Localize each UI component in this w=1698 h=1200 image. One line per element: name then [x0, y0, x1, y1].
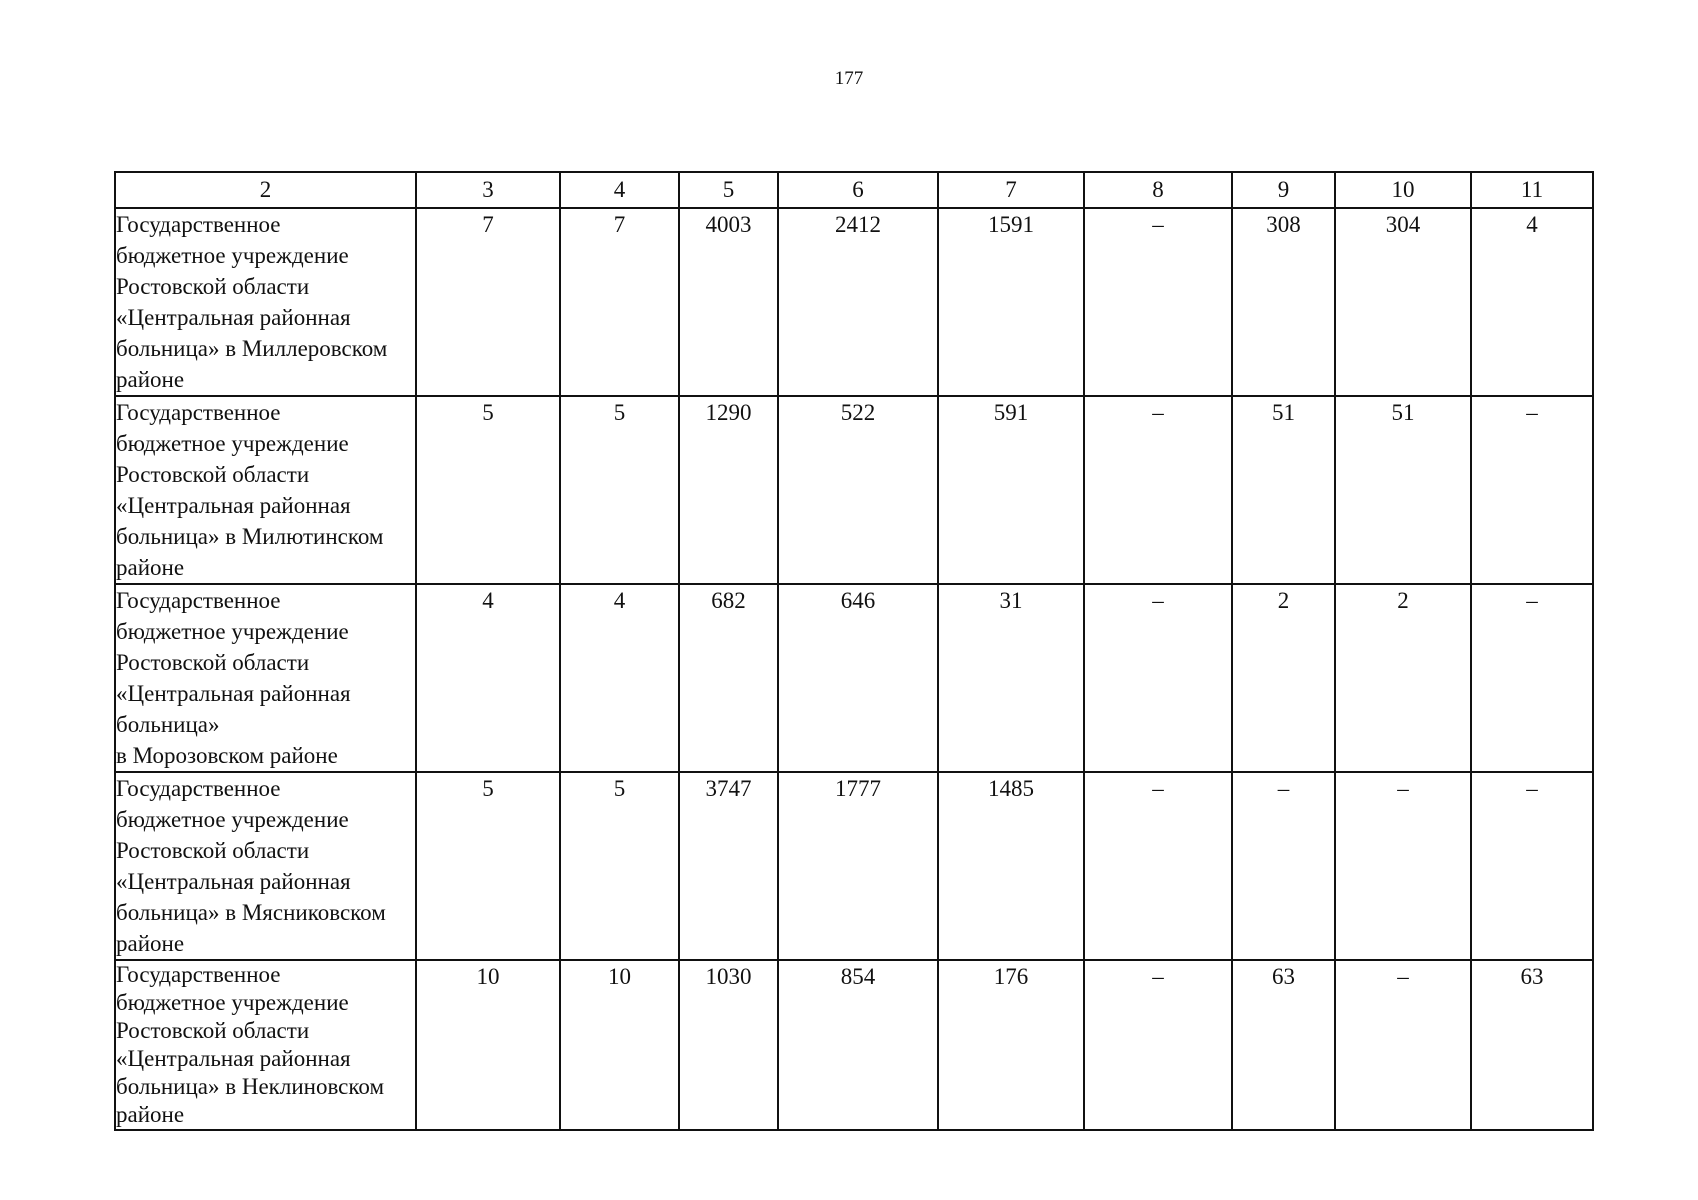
table-cell: 1030 — [679, 960, 778, 1130]
table-cell: 2 — [1335, 584, 1471, 772]
table-cell: 31 — [938, 584, 1084, 772]
table-cell: 5 — [560, 772, 679, 960]
table-cell: 4003 — [679, 208, 778, 396]
institution-name: Государственное бюджетное учреждение Ростовской области «Центральная районная больница» в Мясниковском районе — [115, 772, 416, 960]
table-row — [115, 396, 1593, 584]
table-cell: – — [1335, 960, 1471, 1130]
table-cell: 176 — [938, 960, 1084, 1130]
table-cell: – — [1471, 772, 1593, 960]
table-row — [115, 584, 1593, 772]
table-cell: 4 — [416, 584, 560, 772]
table-cell: 591 — [938, 396, 1084, 584]
table-cell: 646 — [778, 584, 938, 772]
table-cell: 4 — [1471, 208, 1593, 396]
column-header: 7 — [938, 172, 1084, 208]
institution-name: Государственное бюджетное учреждение Ростовской области «Центральная районная больница» в Миллеровском районе — [115, 208, 416, 396]
institution-name: Государственное бюджетное учреждение Ростовской области «Центральная районная больница» в Милютинском районе — [115, 396, 416, 584]
table-cell: 308 — [1232, 208, 1335, 396]
table-cell: 522 — [778, 396, 938, 584]
table-cell: 10 — [416, 960, 560, 1130]
column-header: 2 — [115, 172, 416, 208]
institution-name: Государственное бюджетное учреждение Ростовской области «Центральная районная больница» в Неклиновском районе — [115, 960, 416, 1130]
table-cell: – — [1335, 772, 1471, 960]
table-cell: – — [1084, 396, 1232, 584]
table-cell: 854 — [778, 960, 938, 1130]
table-cell: 5 — [416, 772, 560, 960]
table-cell: 7 — [416, 208, 560, 396]
column-header: 10 — [1335, 172, 1471, 208]
column-header: 11 — [1471, 172, 1593, 208]
table-cell: 5 — [560, 396, 679, 584]
table-cell: 51 — [1232, 396, 1335, 584]
table-cell: 1485 — [938, 772, 1084, 960]
table-cell: – — [1232, 772, 1335, 960]
table-cell: 7 — [560, 208, 679, 396]
table-cell: 304 — [1335, 208, 1471, 396]
table-cell: 10 — [560, 960, 679, 1130]
table-cell: 1591 — [938, 208, 1084, 396]
table-cell: 51 — [1335, 396, 1471, 584]
column-header: 8 — [1084, 172, 1232, 208]
table-row — [115, 772, 1593, 960]
table-cell: – — [1471, 396, 1593, 584]
column-header: 5 — [679, 172, 778, 208]
column-header: 9 — [1232, 172, 1335, 208]
table-cell: – — [1084, 772, 1232, 960]
institution-name: Государственное бюджетное учреждение Ростовской области «Центральная районная больница» в Морозовском районе — [115, 584, 416, 772]
table-cell: 1290 — [679, 396, 778, 584]
table-cell: – — [1084, 584, 1232, 772]
table-cell: 682 — [679, 584, 778, 772]
page-number: 177 — [834, 68, 864, 89]
table-cell: – — [1084, 208, 1232, 396]
table-cell: 63 — [1232, 960, 1335, 1130]
table-cell: 63 — [1471, 960, 1593, 1130]
header-row — [115, 172, 1593, 208]
table-cell: 3747 — [679, 772, 778, 960]
data-table — [114, 171, 1594, 1131]
table-cell: – — [1471, 584, 1593, 772]
table-cell: 1777 — [778, 772, 938, 960]
table-cell: 2 — [1232, 584, 1335, 772]
column-header: 3 — [416, 172, 560, 208]
column-header: 4 — [560, 172, 679, 208]
column-header: 6 — [778, 172, 938, 208]
table-cell: 4 — [560, 584, 679, 772]
table-row — [115, 960, 1593, 1130]
table-cell: 5 — [416, 396, 560, 584]
table-row — [115, 208, 1593, 396]
table-cell: 2412 — [778, 208, 938, 396]
table-cell: – — [1084, 960, 1232, 1130]
